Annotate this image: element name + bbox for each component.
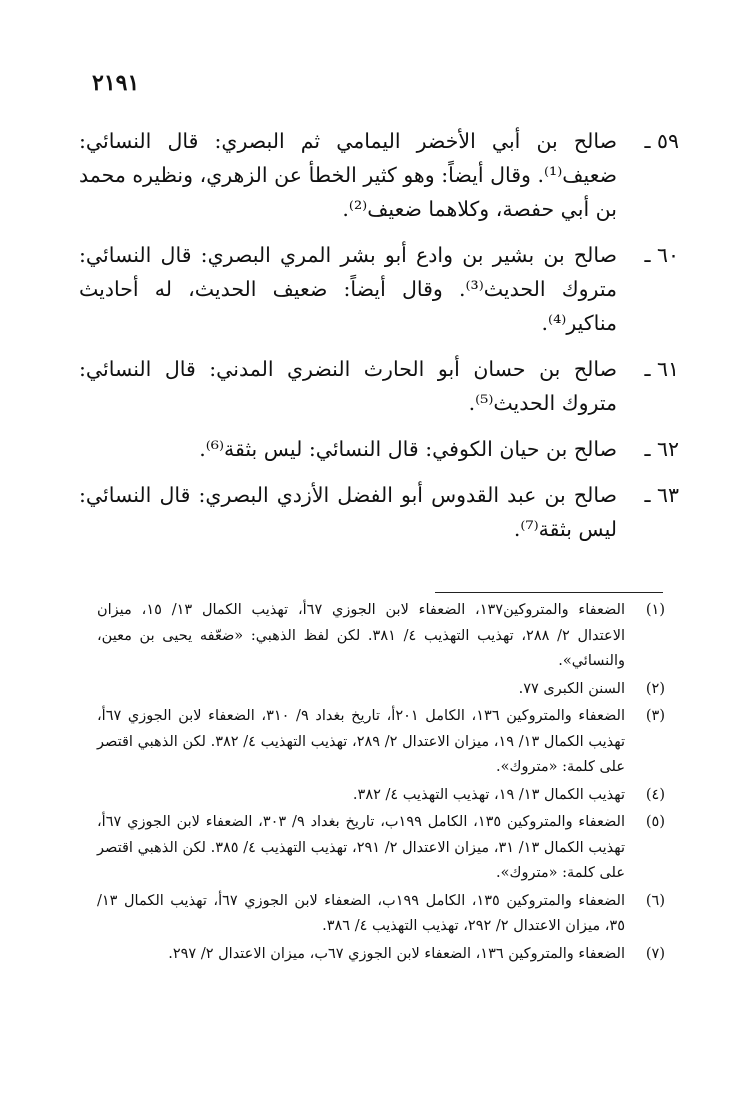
footnote-text: الضعفاء والمتروكين١٣٧، الضعفاء لابن الجوزي ٦٧أ، تهذيب الكمال ١٣/ ١٥، ميزان الاعتدال ٢/ ٢٨٨، تهذيب التهذيب ٤/ ٣٨١. لكن لفظ الذهبي: «ضعّفه يحيى بن معين، والنسائي». [97,602,626,669]
entry-number: ٦١ ـ [644,357,679,381]
footnote-1 [97,598,665,675]
entry-text: صالح بن حيان الكوفي: قال النسائي: ليس بثقة⁽⁶⁾. [199,437,617,461]
footnote-4 [97,783,665,809]
footnote-text: الضعفاء والمتروكين ١٣٦، الكامل ٢٠١أ، تاريخ بغداد ٩/ ٣١٠، الضعفاء لابن الجوزي ٦٧أ، تهذيب الكمال ١٣/ ١٩، ميزان الاعتدال ٢/ ٢٨٩، تهذيب التهذيب ٤/ ٣٨٢. لكن الذهبي اقتصر على كلمة: «متروك». [97,708,625,775]
footnote-number: (٢) [645,680,665,697]
entry-62 [79,432,679,466]
footnote-number: (١) [645,602,665,618]
entry-text: صالح بن أبي الأخضر اليمامي ثم البصري: قال النسائي: ضعيف⁽¹⁾. وقال أيضاً: وهو كثير الخطأ عن الزهري، ونظيره محمد بن أبي حفصة، وكلاهما ضعيف⁽²⁾. [79,129,617,221]
footnote-text: تهذيب الكمال ١٣/ ١٩، تهذيب التهذيب ٤/ ٣٨٢. [352,786,625,803]
entry-63 [79,478,679,546]
entry-number: ٦٣ ـ [644,483,679,507]
entry-text: صالح بن بشير بن وادع أبو بشر المري البصري: قال النسائي: متروك الحديث⁽³⁾. وقال أيضاً: ضعيف الحديث، له أحاديث مناكير⁽⁴⁾. [79,243,617,335]
footnote-5 [97,810,665,887]
footnote-text: الضعفاء والمتروكين ١٣٥، الكامل ١٩٩ب، الضعفاء لابن الجوزي ٦٧أ، تهذيب الكمال ١٣/ ٣٥، ميزان الاعتدال ٢/ ٢٩٢، تهذيب التهذيب ٤/ ٣٨٦. [97,892,625,934]
entry-text: صالح بن حسان أبو الحارث النضري المدني: قال النسائي: متروك الحديث⁽⁵⁾. [79,357,617,415]
entry-number: ٥٩ ـ [644,129,679,153]
footnote-number: (٦) [645,892,665,909]
footnote-6 [97,889,665,940]
footnote-7 [97,942,665,968]
footnote-text: الضعفاء والمتروكين ١٣٥، الكامل ١٩٩ب، تاريخ بغداد ٩/ ٣٠٣، الضعفاء لابن الجوزي ٦٧أ، تهذيب الكمال ١٣/ ٣١، ميزان الاعتدال ٢/ ٢٩١، تهذيب التهذيب ٤/ ٣٨٥. لكن الذهبي اقتصر على كلمة: «متروك». [97,814,625,881]
entry-59 [79,124,679,226]
footnote-number: (٣) [645,708,665,724]
footnote-divider [435,592,663,593]
footnote-text: الضعفاء والمتروكين ١٣٦، الضعفاء لابن الجوزي ٦٧ب، ميزان الاعتدال ٢/ ٢٩٧. [168,945,625,962]
footnote-number: (٤) [645,786,665,803]
entry-number: ٦٠ ـ [644,243,679,267]
footnote-number: (٧) [645,945,665,962]
footnote-3 [97,704,665,781]
entry-number: ٦٢ ـ [644,437,679,461]
footnotes-list [97,598,665,969]
footnote-number: (٥) [645,814,665,830]
footnote-2 [97,677,665,703]
page-number: ٢١٩١ [92,70,140,96]
footnote-text: السنن الكبرى ٧٧. [518,680,625,697]
entries-list [79,124,679,558]
entry-61 [79,352,679,420]
entry-60 [79,238,679,340]
entry-text: صالح بن عبد القدوس أبو الفضل الأزدي البصري: قال النسائي: ليس بثقة⁽⁷⁾. [79,483,617,541]
